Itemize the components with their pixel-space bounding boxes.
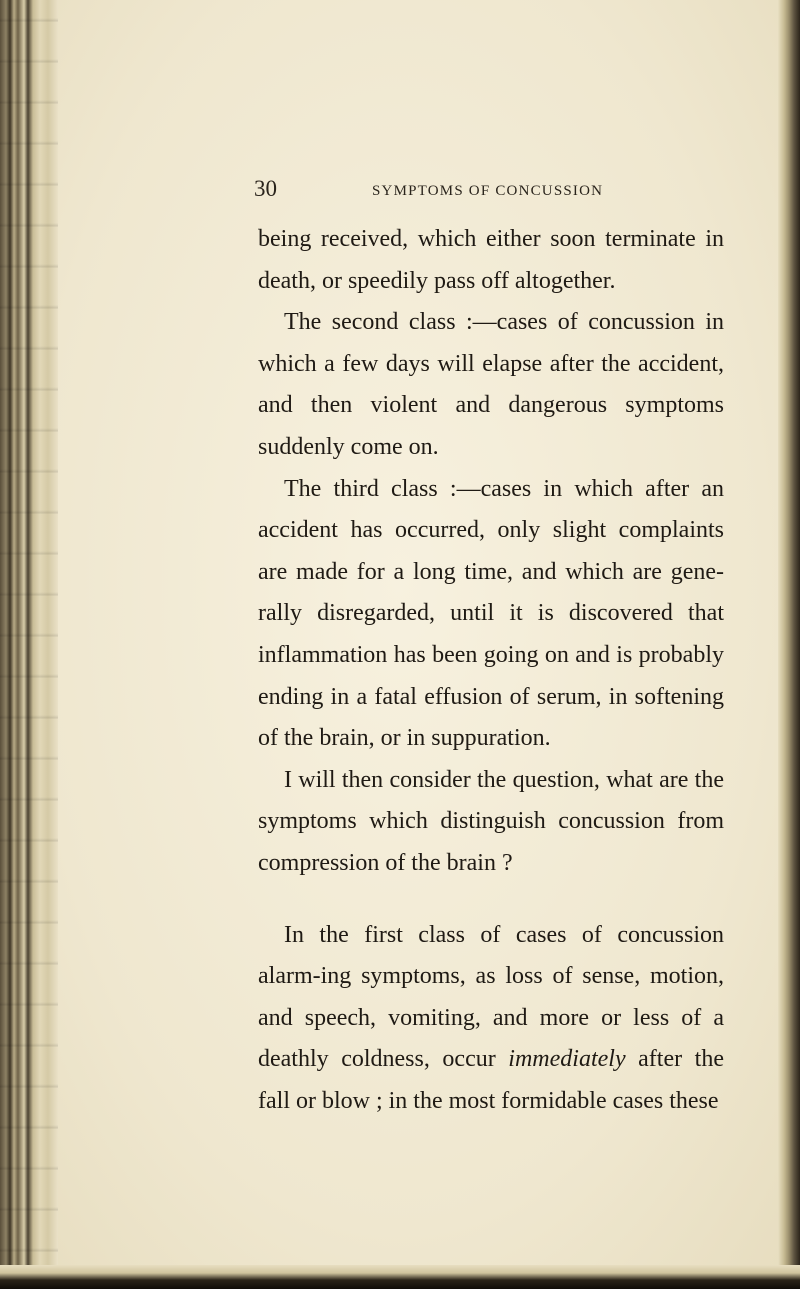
book-binding-edge xyxy=(0,0,58,1289)
page-right-edge xyxy=(778,0,800,1289)
page-header xyxy=(254,174,724,214)
paragraph-1: being received, which either soon terminate in death, or speedily pass off altogether. xyxy=(258,226,724,294)
page-number: 30 xyxy=(254,176,277,201)
paragraph-5-emphasis: immediately xyxy=(508,1046,626,1073)
paragraph-5 xyxy=(258,915,724,1123)
running-head: SYMPTOMS OF CONCUSSION xyxy=(372,183,604,199)
page-bottom-edge xyxy=(0,1265,800,1289)
paragraph-2: The second class :—cases of concussion in which a few days will elapse after the accident, and then violent and dangerous symptoms suddenly come on. xyxy=(258,309,724,460)
body-text xyxy=(258,219,724,1122)
paragraph-5-text-end: after the fall or blow ; in the most formidable cases these xyxy=(258,1046,725,1114)
paragraph-4: I will then consider the question, what are the symptoms which distinguish concussion from compression of the brain ? xyxy=(258,766,724,876)
paragraph-5-text-start: In the first class of cases of concussion alarm-ing symptoms, as loss of sense, motion, and speech, vomiting, and more or less of a deathly coldness, occur xyxy=(258,921,724,1073)
paragraph-3: The third class :—cases in which after an accident has occurred, only slight complaints are made for a long time, and which are gene-rally disregarded, until it is discovered that inflammation has been going on and is probably ending in a fatal effusion of serum, in softening of the brain, or in suppuration. xyxy=(258,475,724,752)
